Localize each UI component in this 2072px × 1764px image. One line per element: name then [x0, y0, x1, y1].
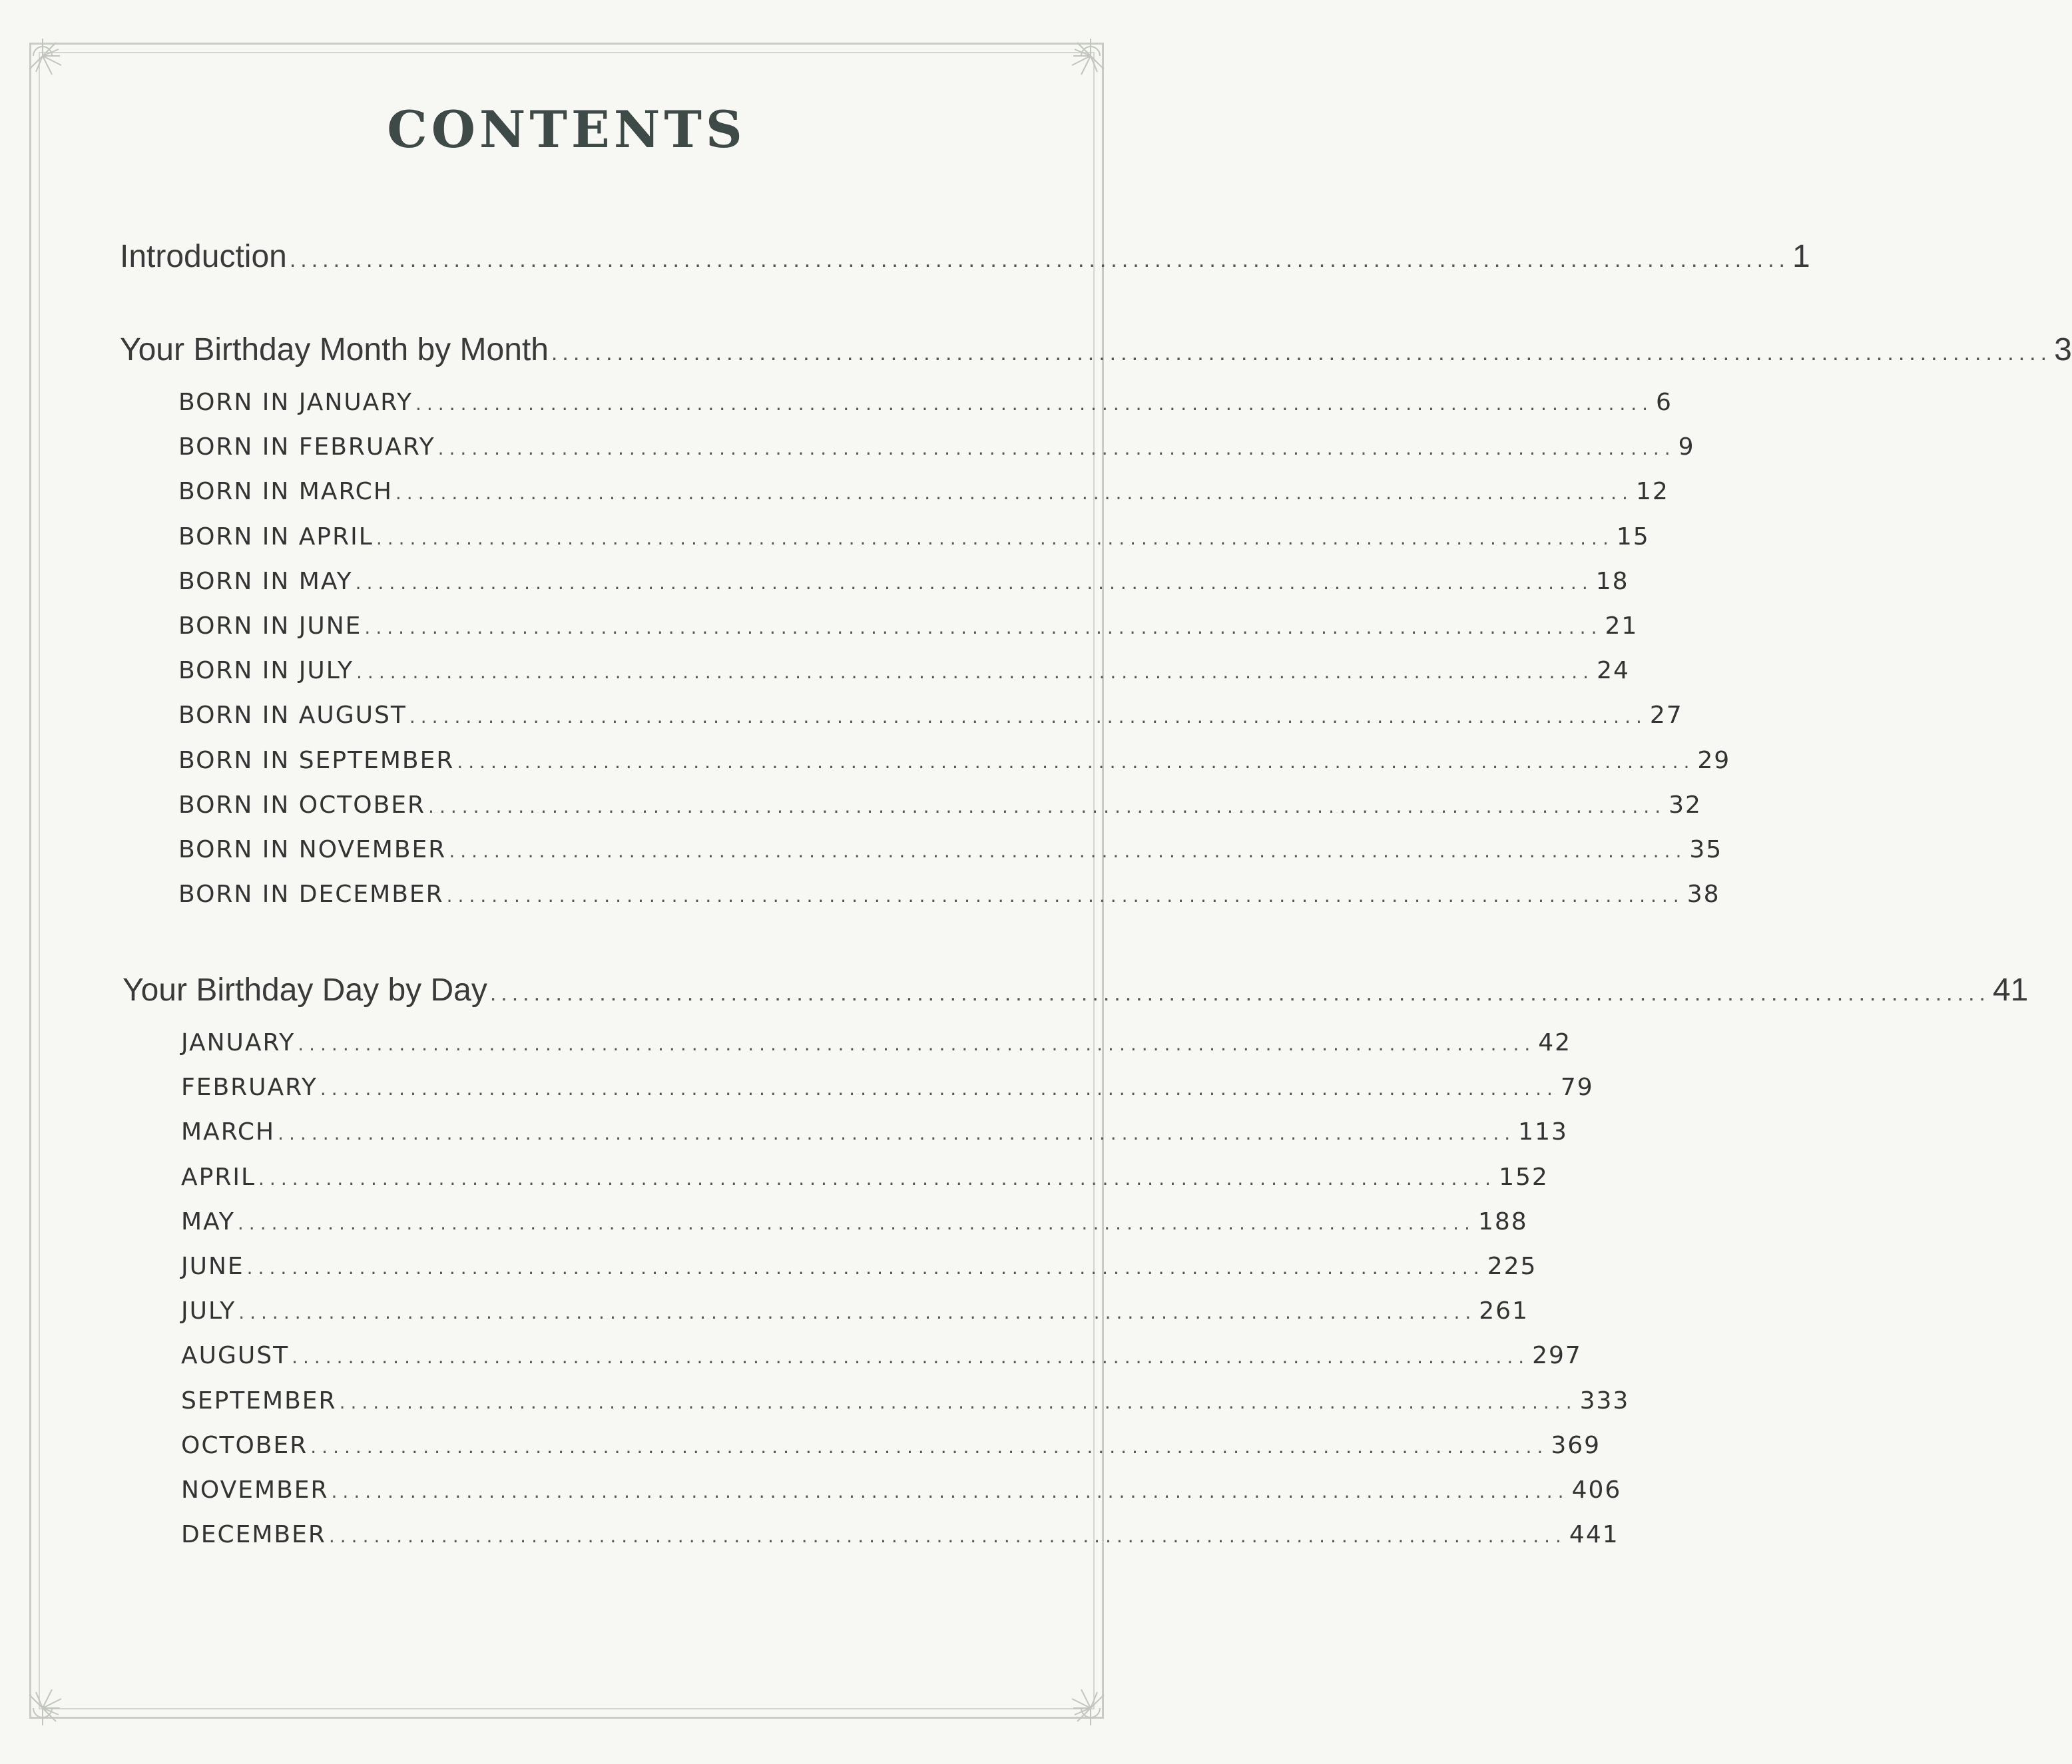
- toc-entry-label: SEPTEMBER: [181, 1387, 337, 1415]
- dot-leader: .........................................................................................................................................: [551, 340, 2052, 365]
- toc-entry-label: BORN IN MAY: [178, 567, 353, 595]
- toc-entry-label: BORN IN NOVEMBER: [178, 836, 447, 863]
- dot-leader: .........................................................................................................................................: [489, 981, 1990, 1006]
- day-by-day-entry[interactable]: [181, 1163, 1549, 1191]
- dot-leader: ..............................................................................................................: [320, 1078, 1558, 1100]
- toc-entry-label: BORN IN AUGUST: [178, 702, 407, 730]
- toc-page-number: 152: [1499, 1163, 1549, 1191]
- month-by-month-entry[interactable]: [178, 567, 1629, 595]
- day-by-day-entry[interactable]: [181, 1387, 1630, 1415]
- month-by-month-entry[interactable]: [178, 836, 1723, 863]
- day-by-day-entry[interactable]: [181, 1297, 1529, 1325]
- dot-leader: ..............................................................................................................: [457, 750, 1695, 773]
- toc-page-number: 35: [1689, 836, 1723, 863]
- toc-entry-label: JULY: [181, 1297, 236, 1325]
- month-by-month-entry[interactable]: [178, 389, 1673, 416]
- toc-page-number: 27: [1649, 702, 1683, 730]
- toc-entry-label: OCTOBER: [181, 1431, 308, 1459]
- toc-page-number: 261: [1479, 1297, 1529, 1325]
- day-by-day-entry[interactable]: [181, 1431, 1601, 1459]
- month-by-month-entry[interactable]: [178, 702, 1683, 730]
- day-by-day-entry[interactable]: [181, 1476, 1622, 1504]
- dot-leader: .........................................................................................................................................: [289, 247, 1790, 272]
- toc-entry-label: BORN IN APRIL: [178, 523, 374, 551]
- dot-leader: ..............................................................................................................: [437, 437, 1676, 460]
- dot-leader: ..............................................................................................................: [364, 616, 1603, 638]
- toc-page-number: 406: [1571, 1476, 1622, 1504]
- toc-entry-label: DECEMBER: [181, 1521, 326, 1549]
- toc-entry-day-by-day[interactable]: [123, 972, 2029, 1008]
- toc-page-number: 42: [1538, 1029, 1572, 1056]
- dot-leader: ..............................................................................................................: [237, 1212, 1475, 1234]
- corner-sunburst-icon: [1031, 1648, 1111, 1728]
- toc-page-number: 38: [1686, 881, 1720, 909]
- corner-sunburst-icon: [23, 1648, 103, 1728]
- toc-entry-label: FEBRUARY: [181, 1074, 318, 1102]
- toc-entry-label: BORN IN JUNE: [178, 612, 362, 640]
- toc-entry-introduction[interactable]: [120, 238, 1810, 275]
- month-by-month-entry[interactable]: [178, 746, 1731, 774]
- day-by-day-entry[interactable]: [181, 1253, 1537, 1280]
- toc-page-number: 32: [1669, 791, 1702, 819]
- dot-leader: ..............................................................................................................: [449, 840, 1687, 862]
- toc-page-number: 79: [1560, 1074, 1594, 1102]
- toc-page-number: 188: [1477, 1208, 1528, 1235]
- toc-page-number: 29: [1697, 746, 1731, 774]
- page-title: CONTENTS: [387, 100, 746, 159]
- toc-entry-label: BORN IN OCTOBER: [178, 791, 426, 819]
- dot-leader: ..............................................................................................................: [376, 527, 1614, 549]
- dot-leader: ..............................................................................................................: [238, 1301, 1477, 1324]
- toc-page-number: 297: [1532, 1342, 1582, 1370]
- dot-leader: ..............................................................................................................: [446, 885, 1684, 907]
- toc-entry-month-by-month[interactable]: [120, 331, 2072, 368]
- month-by-month-entry[interactable]: [178, 791, 1702, 819]
- toc-page-number: 113: [1518, 1118, 1568, 1146]
- month-by-month-entry[interactable]: [178, 523, 1650, 551]
- dot-leader: ..............................................................................................................: [409, 706, 1647, 728]
- toc-page-number: 369: [1551, 1431, 1601, 1459]
- toc-entry-label: BORN IN DECEMBER: [178, 881, 444, 909]
- dot-leader: ..............................................................................................................: [278, 1122, 1516, 1145]
- toc-page-number: 441: [1569, 1521, 1619, 1549]
- toc-page-number: 6: [1656, 389, 1673, 416]
- toc-page-number: 18: [1595, 567, 1629, 595]
- dot-leader: ..............................................................................................................: [395, 482, 1633, 505]
- toc-entry-label: BORN IN JANUARY: [178, 389, 413, 416]
- month-by-month-entry[interactable]: [178, 881, 1720, 909]
- toc-page-number: 3: [2054, 332, 2072, 367]
- toc-entry-label: BORN IN SEPTEMBER: [178, 746, 455, 774]
- day-by-day-entry[interactable]: [181, 1208, 1528, 1235]
- toc-entry-label: BORN IN JULY: [178, 657, 354, 685]
- toc-page-number: 225: [1487, 1253, 1537, 1280]
- dot-leader: ..............................................................................................................: [310, 1435, 1549, 1458]
- toc-entry-label: Introduction: [120, 239, 287, 274]
- month-by-month-entry[interactable]: [178, 612, 1639, 640]
- toc-entry-label: AUGUST: [181, 1342, 290, 1370]
- toc-page-number: 15: [1616, 523, 1650, 551]
- toc-page-number: 9: [1678, 433, 1695, 461]
- toc-page-number: 333: [1579, 1387, 1630, 1415]
- dot-leader: ..............................................................................................................: [339, 1391, 1577, 1413]
- toc-page-number: 24: [1597, 657, 1630, 685]
- month-by-month-entry[interactable]: [178, 433, 1695, 461]
- day-by-day-entry[interactable]: [181, 1521, 1619, 1549]
- toc-entry-label: Your Birthday Month by Month: [120, 332, 549, 367]
- dot-leader: ..............................................................................................................: [292, 1346, 1530, 1369]
- dot-leader: ..............................................................................................................: [356, 661, 1595, 684]
- month-by-month-entry[interactable]: [178, 657, 1630, 685]
- day-by-day-entry[interactable]: [181, 1118, 1568, 1146]
- day-by-day-entry[interactable]: [181, 1029, 1572, 1056]
- dot-leader: ..............................................................................................................: [428, 795, 1667, 817]
- day-by-day-entry[interactable]: [181, 1342, 1582, 1370]
- toc-page-number: 12: [1635, 478, 1669, 506]
- dot-leader: ..............................................................................................................: [355, 571, 1593, 594]
- toc-entry-label: BORN IN MARCH: [178, 478, 393, 506]
- toc-entry-label: NOVEMBER: [181, 1476, 329, 1504]
- toc-entry-label: MAY: [181, 1208, 235, 1235]
- toc-page-number: 21: [1605, 612, 1639, 640]
- toc-page-number: 41: [1992, 973, 2029, 1008]
- toc-entry-label: BORN IN FEBRUARY: [178, 433, 435, 461]
- dot-leader: ..............................................................................................................: [415, 393, 1654, 415]
- toc-entry-label: MARCH: [181, 1118, 276, 1146]
- toc-entry-label: JUNE: [181, 1253, 244, 1280]
- dot-leader: ..............................................................................................................: [258, 1167, 1497, 1190]
- toc-entry-label: Your Birthday Day by Day: [123, 973, 487, 1008]
- toc-entry-label: APRIL: [181, 1163, 256, 1191]
- dot-leader: ..............................................................................................................: [331, 1480, 1569, 1502]
- dot-leader: ..............................................................................................................: [328, 1525, 1567, 1548]
- month-by-month-entry[interactable]: [178, 478, 1669, 506]
- dot-leader: ..............................................................................................................: [246, 1257, 1485, 1279]
- toc-entry-label: JANUARY: [181, 1029, 296, 1056]
- toc-page-number: 1: [1792, 239, 1810, 274]
- dot-leader: ..............................................................................................................: [298, 1033, 1536, 1055]
- day-by-day-entry[interactable]: [181, 1074, 1594, 1102]
